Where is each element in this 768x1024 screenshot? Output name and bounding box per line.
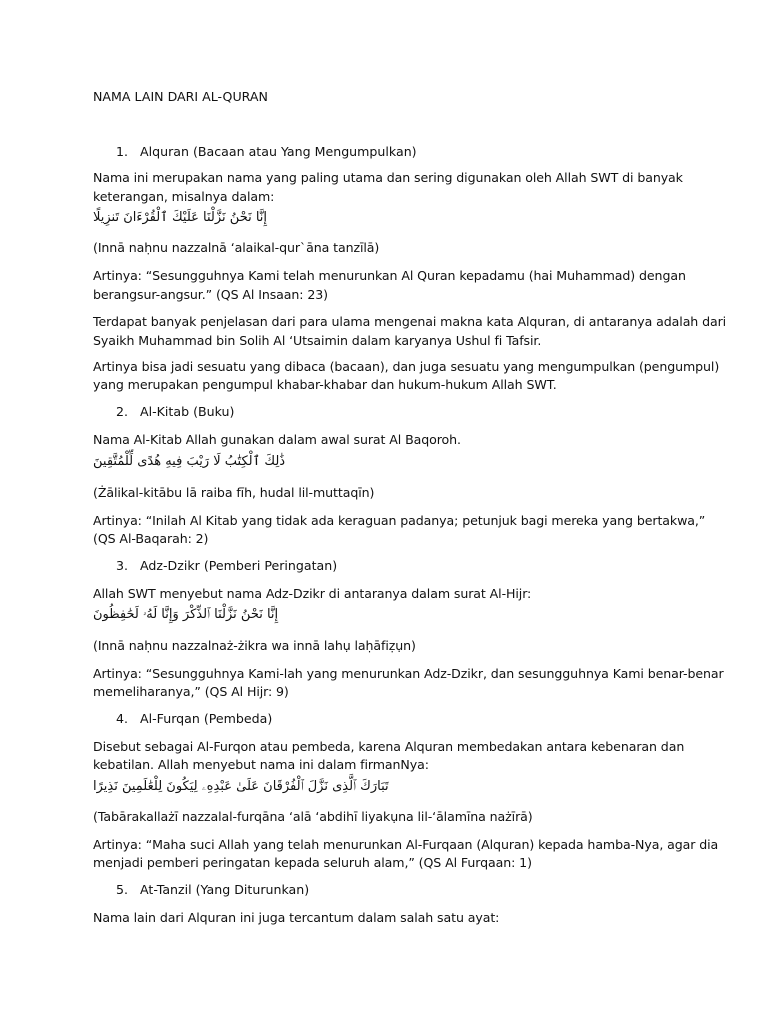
section-1-translation-line-2: berangsur-angsur.” (QS Al Insaan: 23) bbox=[93, 287, 328, 302]
section-4-intro-line-1: Disebut sebagai Al-Furqon atau pembeda, karena Alquran membedakan antara kebenaran dan bbox=[93, 739, 685, 754]
section-2-intro-line-1: Nama Al-Kitab Allah gunakan dalam awal surat Al Baqoroh. bbox=[93, 432, 461, 447]
section-2-number: 2. bbox=[116, 404, 129, 419]
section-3-transliteration: (Innā naḥnu nazzalnaż-żikra wa innā lahụ laḥāfiẓụn) bbox=[93, 638, 416, 653]
section-3-intro-line-1: Allah SWT menyebut nama Adz-Dzikr di antaranya dalam surat Al-Hijr: bbox=[93, 586, 532, 601]
section-5-heading: At-Tanzil (Yang Diturunkan) bbox=[140, 882, 310, 897]
section-4-number: 4. bbox=[116, 711, 129, 726]
page-title: NAMA LAIN DARI AL-QURAN bbox=[93, 89, 268, 104]
section-2-transliteration: (Żālikal-kitābu lā raiba fīh, hudal lil-muttaqīn) bbox=[93, 485, 375, 500]
section-2-arabic-verse: ذَٰلِكَ ٱلْكِتَٰبُ لَا رَيْبَ فِيهِ هُدًى لِّلْمُتَّقِينَ bbox=[93, 454, 286, 469]
section-5-number: 5. bbox=[116, 882, 129, 897]
section-2-heading: Al-Kitab (Buku) bbox=[140, 404, 235, 419]
section-3-arabic-verse: إِنَّا نَحْنُ نَزَّلْنَا ٱلذِّكْرَ وَإِنَّا لَهُۥ لَحَٰفِظُونَ bbox=[93, 607, 279, 622]
section-4-heading: Al-Furqan (Pembeda) bbox=[140, 711, 273, 726]
section-1-paragraph-2-line-1: Artinya bisa jadi sesuatu yang dibaca (bacaan), dan juga sesuatu yang mengumpulkan (pengumpul) bbox=[93, 359, 720, 374]
section-1-transliteration: (Innā naḥnu nazzalnā ‘alaikal-qur`āna tanzīlā) bbox=[93, 240, 380, 255]
section-1-heading: Alquran (Bacaan atau Yang Mengumpulkan) bbox=[140, 144, 417, 159]
section-1-arabic-verse: إِنَّا نَحْنُ نَزَّلْنَا عَلَيْكَ ٱلْقُرْءَانَ تَنزِيلًا bbox=[93, 210, 268, 225]
section-1-paragraph-2-line-2: yang merupakan pengumpul khabar-khabar dan hukum-hukum Allah SWT. bbox=[93, 377, 557, 392]
section-1-number: 1. bbox=[116, 144, 129, 159]
section-1-intro-line-1: Nama ini merupakan nama yang paling utama dan sering digunakan oleh Allah SWT di banyak bbox=[93, 170, 683, 185]
section-4-transliteration: (Tabārakallażī nazzalal-furqāna ‘alā ‘abdihī liyakụna lil-‘ālamīna nażīrā) bbox=[93, 809, 533, 824]
section-3-heading: Adz-Dzikr (Pemberi Peringatan) bbox=[140, 558, 338, 573]
section-4-intro-line-2: kebatilan. Allah menyebut nama ini dalam firmanNya: bbox=[93, 757, 429, 772]
section-4-translation-line-1: Artinya: “Maha suci Allah yang telah menurunkan Al-Furqaan (Alquran) kepada hamba-Nya, agar dia bbox=[93, 837, 719, 852]
section-3-translation-line-2: memeliharanya,” (QS Al Hijr: 9) bbox=[93, 684, 289, 699]
section-1-paragraph-1-line-2: Syaikh Muhammad bin Solih Al ‘Utsaimin dalam karyanya Ushul fi Tafsir. bbox=[93, 333, 542, 348]
section-5-intro-line-1: Nama lain dari Alquran ini juga tercantum dalam salah satu ayat: bbox=[93, 910, 500, 925]
section-1-intro-line-2: keterangan, misalnya dalam: bbox=[93, 189, 275, 204]
section-2-translation-line-1: Artinya: “Inilah Al Kitab yang tidak ada keraguan padanya; petunjuk bagi mereka yang bertakwa,” bbox=[93, 513, 706, 528]
section-1-translation-line-1: Artinya: “Sesungguhnya Kami telah menurunkan Al Quran kepadamu (hai Muhammad) dengan bbox=[93, 268, 686, 283]
section-4-translation-line-2: menjadi pemberi peringatan kepada seluruh alam,” (QS Al Furqaan: 1) bbox=[93, 855, 532, 870]
section-3-number: 3. bbox=[116, 558, 129, 573]
section-3-translation-line-1: Artinya: “Sesungguhnya Kami-lah yang menurunkan Adz-Dzikr, dan sesungguhnya Kami benar-benar bbox=[93, 666, 724, 681]
section-2-translation-line-2: (QS Al-Baqarah: 2) bbox=[93, 531, 209, 546]
section-1-paragraph-1-line-1: Terdapat banyak penjelasan dari para ulama mengenai makna kata Alquran, di antaranya adalah dari bbox=[93, 314, 727, 329]
section-4-arabic-verse: تَبَارَكَ ٱلَّذِى نَزَّلَ ٱلْفُرْقَانَ عَلَىٰ عَبْدِهِۦ لِيَكُونَ لِلْعَٰلَمِينَ نَذِيرًا bbox=[93, 779, 389, 794]
